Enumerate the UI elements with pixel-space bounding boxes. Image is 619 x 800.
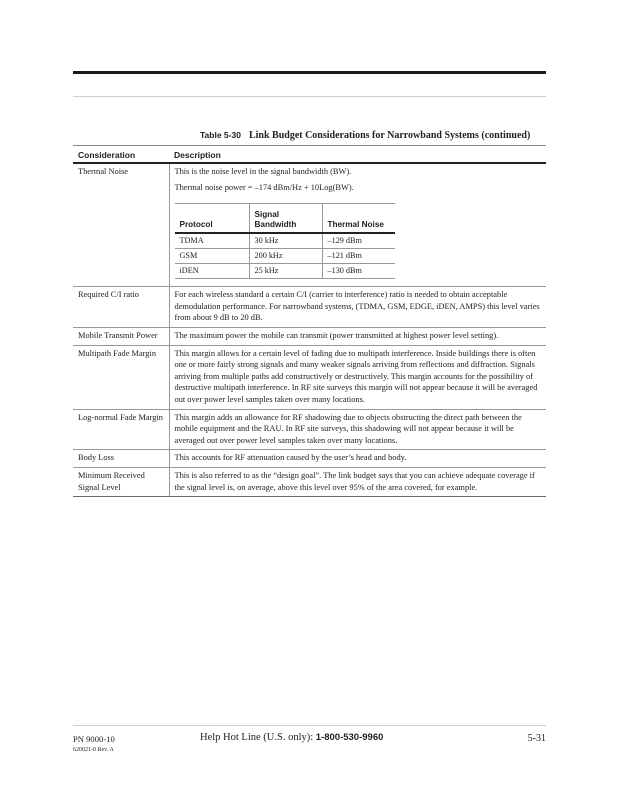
consideration-cell: Minimum Received Signal Level: [73, 467, 169, 496]
description-text: Thermal noise power = –174 dBm/Hz + 10Log(BW).: [174, 182, 354, 192]
description-cell: This accounts for RF attenuation caused by the user’s head and body.: [169, 450, 546, 468]
header-rule-thin: [73, 96, 546, 97]
consideration-cell: Mobile Transmit Power: [73, 327, 169, 345]
noise-table-header-row: [175, 204, 395, 234]
help-line-number: 1-800-530-9960: [315, 732, 384, 743]
noise-cell: –130 dBm: [322, 264, 395, 279]
table-row: [73, 409, 546, 450]
page-number: 5-31: [527, 733, 546, 744]
table-row: [73, 287, 546, 328]
consideration-cell: Log-normal Fade Margin: [73, 409, 169, 450]
table-row: [73, 163, 546, 287]
description-cell: The maximum power the mobile can transmit (power transmitted at highest power level setting).: [169, 327, 546, 345]
header-rule-thick: [73, 71, 546, 74]
noise-table-row: [175, 264, 395, 279]
description-cell: This is also referred to as the “design goal”. The link budget says that you can achieve adequate coverage if the signal level is, on average, above this level over 95% of the area covered, for example.: [169, 467, 546, 496]
description-cell: [169, 163, 546, 287]
part-number: PN 9000-10: [73, 734, 115, 744]
table-row: [73, 345, 546, 409]
protocol-cell: GSM: [175, 249, 250, 264]
column-header-description: Description: [169, 146, 546, 164]
description-cell: For each wireless standard a certain C/I (carrier to interference) ratio is needed to obtain acceptable demodulation performance. For narrowband systems, (TDMA, GSM, EDGE, iDEN, AMPS) this level varies from about 9 dB to 20 dB.: [169, 287, 546, 328]
description-cell: This margin adds an allowance for RF shadowing due to objects obstructing the direct path between the mobile equipment and the RAU. In RF site surveys, this shadowing will not appear because it will be averaged out over power level samples taken over many locations.: [169, 409, 546, 450]
consideration-cell: Required C/I ratio: [73, 287, 169, 328]
thermal-noise-table: [175, 203, 395, 279]
description-cell: This margin allows for a certain level of fading due to multipath interference. Inside buildings there is often one or more fairly strong signals and many weaker signals arriving from reflections and diffraction. Signals arriving from multiple paths add constructively or destructively. This margin accounts for the possibility of destructive multipath interference. In RF site surveys this margin will not appear because it will be averaged out over power level samples taken over many locations.: [169, 345, 546, 409]
noise-header-thermal-noise: Thermal Noise: [322, 204, 395, 234]
bandwidth-cell: 200 kHz: [249, 249, 322, 264]
consideration-cell: Thermal Noise: [73, 163, 169, 287]
doc-revision: 620021-0 Rev. A: [73, 747, 114, 753]
column-header-consideration: Consideration: [73, 146, 169, 164]
noise-table-row: [175, 249, 395, 264]
noise-header-bandwidth: Signal Bandwidth: [249, 204, 322, 234]
help-line-label: Help Hot Line (U.S. only):: [200, 732, 314, 743]
table-caption: [200, 125, 530, 143]
link-budget-table: [73, 145, 546, 497]
help-hot-line: [200, 732, 383, 743]
consideration-cell: Body Loss: [73, 450, 169, 468]
table-number: Table 5-30: [200, 130, 241, 140]
protocol-cell: iDEN: [175, 264, 250, 279]
table-row: [73, 450, 546, 468]
noise-table-row: [175, 233, 395, 249]
table-row: [73, 327, 546, 345]
footer-rule: [73, 725, 546, 726]
noise-cell: –129 dBm: [322, 233, 395, 249]
consideration-cell: Multipath Fade Margin: [73, 345, 169, 409]
table-row: [73, 467, 546, 496]
bandwidth-cell: 25 kHz: [249, 264, 322, 279]
noise-header-protocol: Protocol: [175, 204, 250, 234]
bandwidth-cell: 30 kHz: [249, 233, 322, 249]
table-header-row: [73, 146, 546, 164]
noise-cell: –121 dBm: [322, 249, 395, 264]
protocol-cell: TDMA: [175, 233, 250, 249]
table-title: Link Budget Considerations for Narrowband Systems (continued): [248, 130, 531, 141]
description-text: This is the noise level in the signal bandwidth (BW).: [174, 167, 352, 176]
